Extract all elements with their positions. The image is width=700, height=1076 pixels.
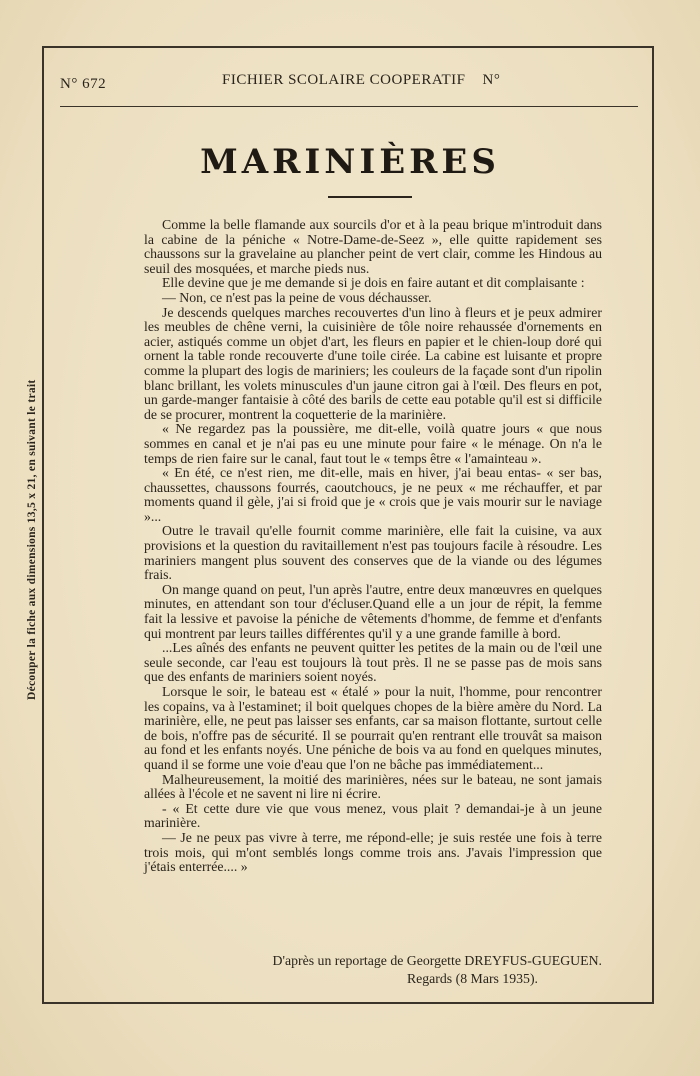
paragraph: « Ne regardez pas la poussière, me dit-elle, voilà quatre jours « que nous sommes en canal et je n'ai pas eu une minute pour faire « le ménage. On n'a le temps de rien faire sur le canal, faut tout le « temps être « l'amainteau ». bbox=[144, 421, 602, 466]
paragraph: Je descends quelques marches recouvertes d'un lino à fleurs et je peux admirer les meubles de chêne verni, la cuisinière de tôle noire rehaussée d'ornements en acier, astiqués comme un objet d'art, les fleurs en papier et le chien-loup doré qui ornent la table ronde recouverte d'une toile cirée. La cabine est luisante et propre comme la plupart des logis de mariniers; les couleurs de la façade sont d'un ripolin blanc brillant, les volets minuscules d'un jaune citron gai à l'œil. Des fleurs en pot, un garde-manger fantaisie à côté des barils de cette eau potable qu'il est si difficile de se procurer, montrent la coquetterie de la marinière. bbox=[144, 304, 602, 422]
header bbox=[60, 72, 640, 96]
page-title: MARINIÈRES bbox=[200, 142, 500, 182]
credit-publication: Regards (8 Mars 1935). bbox=[406, 971, 538, 986]
paragraph: — Non, ce n'est pas la peine de vous déchausser. bbox=[162, 289, 432, 305]
article-body bbox=[144, 218, 602, 875]
paragraph: - « Et cette dure vie que vous menez, vous plait ? demandai-je à un jeune marinière. bbox=[144, 800, 602, 831]
paragraph: Elle devine que je me demande si je dois en faire autant et dit complaisante : bbox=[162, 275, 585, 291]
cutting-instruction: Découper la fiche aux dimensions 13,5 x 21, en suivant le trait bbox=[26, 379, 38, 700]
card-number: N° 672 bbox=[60, 76, 107, 92]
paragraph: Comme la belle flamande aux sourcils d'or et à la peau brique m'introduit dans la cabine de la péniche « Notre-Dame-de-Seez », elle quitte rapidement ses chaussons sur la gravelaine au plancher peint de vert clair, comme les Hindous au seuil des mosquées, et marche pieds nus. bbox=[144, 217, 602, 276]
credit-author: D'après un reportage de Georgette DREYFUS-GUEGUEN. bbox=[272, 953, 602, 968]
paragraph: ...Les aînés des enfants ne peuvent quitter les petites de la main ou de l'œil une seule seconde, car l'eau est toujours là tout près. Il ne se passe pas de mois sans que des enfants de mariniers soient noyés. bbox=[144, 640, 602, 685]
paragraph: Malheureusement, la moitié des marinières, nées sur le bateau, ne sont jamais allées à l'école et ne savent ni lire ni écrire. bbox=[144, 771, 602, 802]
header-divider bbox=[60, 106, 638, 107]
title-underline bbox=[328, 196, 412, 198]
paragraph: On mange quand on peut, l'un après l'autre, entre deux manœuvres en quelques minutes, en attendant son tour d'écluser.Quand elle a un jour de répit, la femme fait la lessive et pavoise la péniche de vêtements d'homme, de femme et d'enfants qui montrent par leurs tailles différentes qu'il y a une grande famille à bord. bbox=[144, 581, 602, 641]
paragraph: « En été, ce n'est rien, me dit-elle, mais en hiver, j'ai beau entas- « ser bas, chaussettes, chaussons fourrés, caoutchoucs, je ne peux « me réchauffer, et par moments quand il gèle, j'ai si froid que je « crois que je vais mourir sur le naviage »... bbox=[144, 465, 602, 524]
paragraph: Outre le travail qu'elle fournit comme marinière, elle fait la cuisine, va aux provisions et la question du ravitaillement n'est pas toujours facile à résoudre. Les mariniers mangent plus souvent des conserves que de la viande ou des légumes frais. bbox=[144, 523, 602, 583]
header-title: FICHIER SCOLAIRE COOPERATIF N° bbox=[222, 72, 501, 88]
paragraph: Lorsque le soir, le bateau est « étalé » pour la nuit, l'homme, pour rencontrer les copains, va à l'estaminet; il boit quelques chopes de la bière amère du Nord. La marinière, elle, ne peut pas laisser ses enfants, car sa maison flottante, surtout celle de bois, n'offre pas de sécurité. Il se pourrait qu'en rentrant elle trouvât sa maison au fond et les enfants noyés. Une péniche de bois va au fond en quelques minutes, quand il se forme une voie d'eau que l'on ne bâche pas immédiatement... bbox=[144, 684, 602, 772]
source-credit bbox=[144, 952, 602, 988]
paragraph: — Je ne peux pas vivre à terre, me répond-elle; je suis restée une fois à terre trois mois, qui m'ont semblés longs comme trois ans. J'avais l'impression que j'étais enterrée.... » bbox=[144, 829, 602, 875]
